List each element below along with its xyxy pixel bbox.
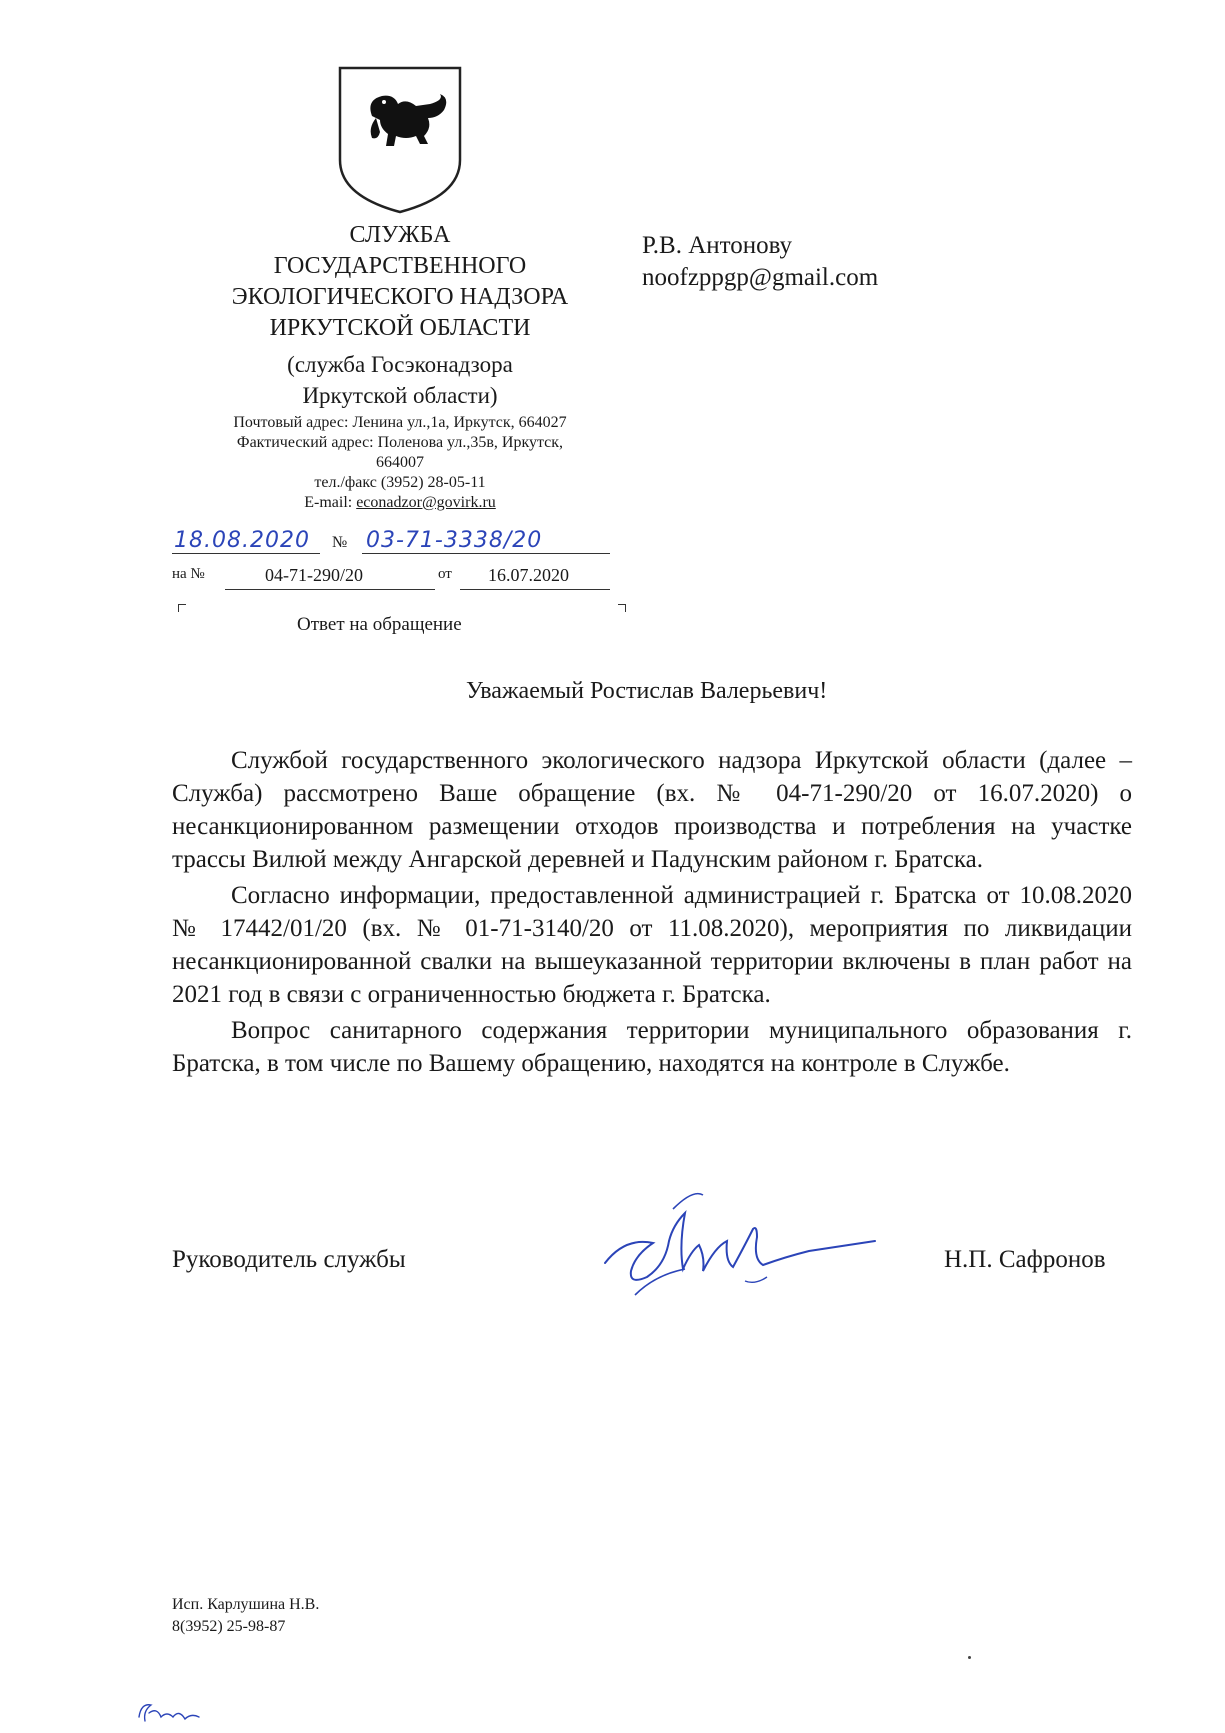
ref-date: 16.07.2020 (488, 565, 569, 585)
ref-label: на № (172, 566, 205, 582)
postal-address: Почтовый адрес: Ленина ул.,1а, Иркутск, 664027 (233, 414, 567, 431)
executor-info (172, 1594, 319, 1638)
email-link[interactable]: econadzor@govirk.ru (356, 494, 496, 511)
org-email (185, 493, 615, 513)
letter-subject: Ответ на обращение (297, 614, 462, 635)
corner-mark-left (178, 604, 186, 612)
date-underline (172, 553, 320, 554)
org-name-line: ЭКОЛОГИЧЕСКОГО НАДЗОРА (231, 284, 569, 310)
org-name-line: ИРКУТСКОЙ ОБЛАСТИ (269, 315, 531, 341)
scan-speck (968, 1656, 971, 1659)
outgoing-date: 18.08.2020 (174, 528, 310, 553)
executor-phone: 8(3952) 25-98-87 (172, 1618, 286, 1635)
irkutsk-coat-of-arms-icon (336, 64, 464, 216)
ref-number-underline (225, 589, 435, 590)
ref-date-underline (460, 589, 610, 590)
org-name-line: ГОСУДАРСТВЕННОГО (273, 253, 527, 279)
outgoing-number: 03-71-3338/20 (366, 528, 543, 553)
body-paragraph: Вопрос санитарного содержания территории муниципального образования г. Братска, в том числе по Вашему обращению, находятся на контроле в Службе. (172, 1017, 1132, 1077)
signatory-title: Руководитель службы (172, 1246, 406, 1273)
body-paragraph: Службой государственного экологического надзора Иркутской области (далее – Служба) рассмотрено Ваше обращение (вх. № 04-71-290/20 от 16.07.2020) о несанкционированном размещении отходов производства и потребления на участке трассы Вилюй между Ангарской деревней и Падунским районом г. Братска. (172, 747, 1132, 873)
actual-address-line: 664007 (376, 454, 424, 471)
corner-mark-right (618, 604, 626, 612)
org-short-name-line: Иркутской области) (302, 383, 498, 408)
email-label: E-mail: (304, 494, 357, 511)
handwritten-initials (133, 1697, 213, 1727)
body-paragraph: Согласно информации, предоставленной администрацией г. Братска от 10.08.2020 № 17442/01/20 (вх. № 01-71-3140/20 от 11.08.2020), мероприятия по ликвидации несанкционированной свалки на вышеуказанной территории включены в план работ на 2021 год в связи с ограниченностью бюджета г. Братска. (172, 882, 1132, 1008)
executor-name: Исп. Карлушина Н.В. (172, 1596, 320, 1613)
org-name-line: СЛУЖБА (349, 222, 451, 248)
handwritten-signature (595, 1185, 895, 1315)
phone-fax: тел./факс (3952) 28-05-11 (314, 474, 486, 491)
signatory-name: Н.П. Сафронов (944, 1246, 1106, 1273)
organization-letterhead (185, 220, 615, 513)
letter-body (172, 744, 1132, 1083)
ref-number: 04-71-290/20 (265, 565, 363, 585)
recipient-block (642, 230, 878, 294)
greeting: Уважаемый Ростислав Валерьевич! (466, 678, 828, 704)
recipient-email[interactable]: noofzppgp@gmail.com (642, 264, 879, 291)
recipient-name: Р.В. Антонову (642, 232, 793, 259)
number-label: № (332, 534, 348, 551)
org-short-name-line: (служба Госэконадзора (287, 352, 513, 377)
number-underline (362, 553, 610, 554)
ref-from-label: от (438, 566, 452, 582)
actual-address-line: Фактический адрес: Поленова ул.,35в, Иркутск, (236, 434, 564, 451)
